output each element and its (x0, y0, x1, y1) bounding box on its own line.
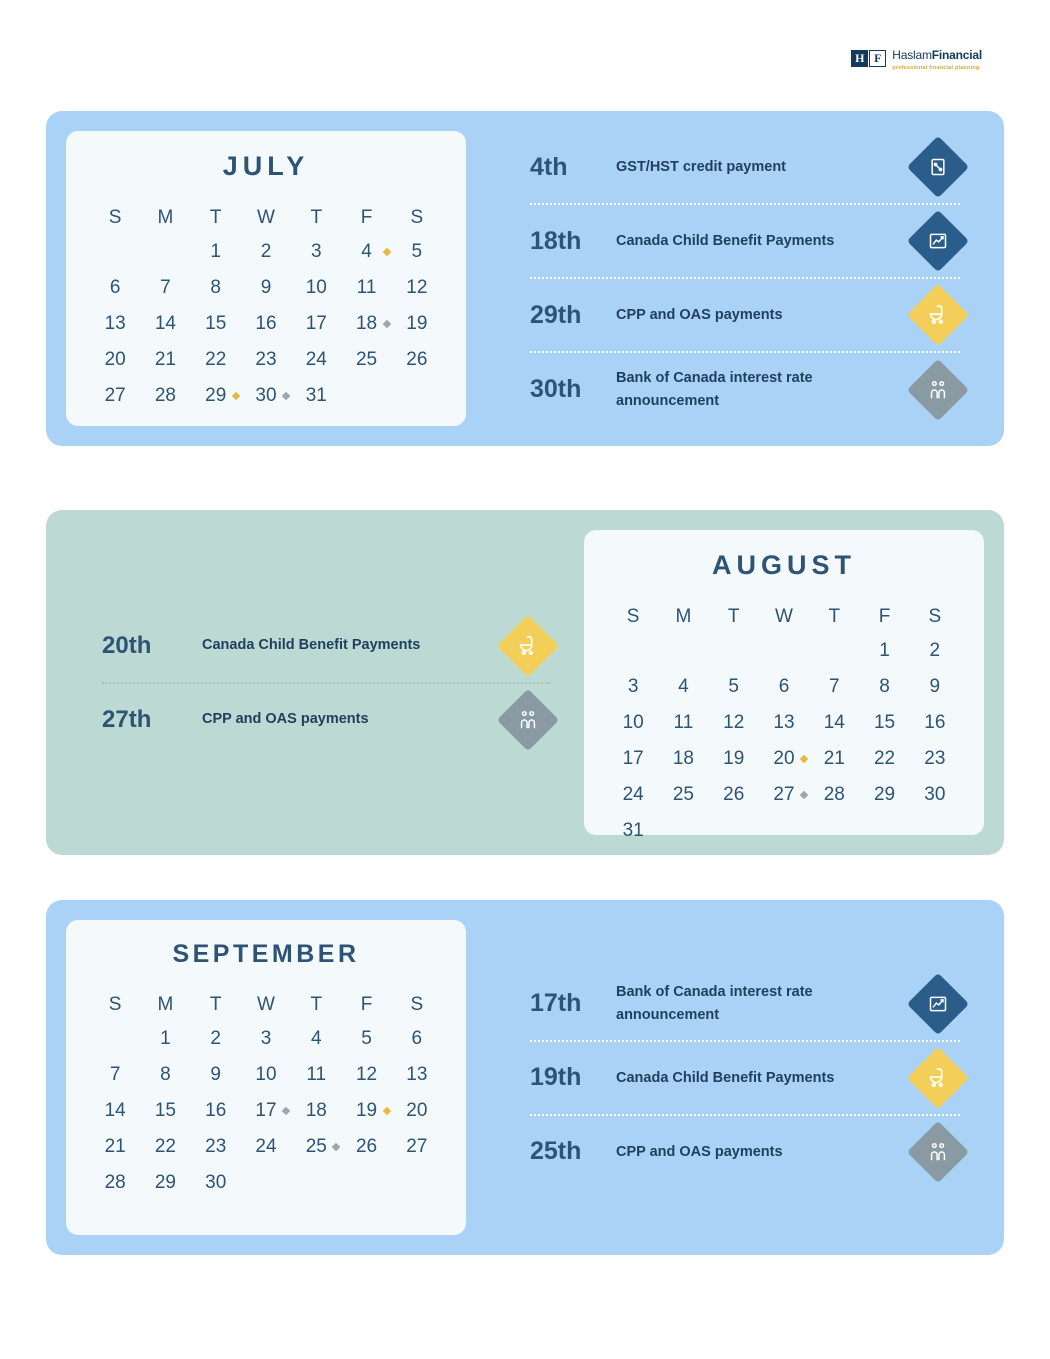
calendar-day-cell[interactable]: 20 (406, 1100, 428, 1121)
calendar-day-cell[interactable]: 25 (672, 784, 694, 805)
calendar-day-cell[interactable]: 10 (255, 1064, 277, 1085)
weekday-tue: T (727, 606, 740, 627)
calendar-day-cell[interactable]: 23 (255, 349, 277, 370)
event-marker-icon (382, 248, 390, 256)
event-day: 20th (102, 631, 152, 659)
weekday-sat: S (410, 994, 424, 1015)
calendar-empty-cell (658, 813, 708, 849)
calendar-card-september (66, 920, 466, 1235)
calendar-day-cell[interactable]: 2 (929, 640, 941, 661)
weekday-tue: T (209, 207, 222, 228)
calendar-day-cell[interactable]: 31 (622, 820, 644, 841)
weekday-sun: S (108, 994, 122, 1015)
calendar-day-cell[interactable]: 4 (341, 234, 391, 270)
event-label: GST/HST credit payment (616, 158, 787, 175)
event-label: Canada Child Benefit Payments (616, 1069, 835, 1086)
seniors-couple-icon (907, 358, 969, 420)
calendar-week-row (608, 741, 960, 777)
calendar-day-cell[interactable]: 24 (622, 784, 644, 805)
calendar-body-july (90, 234, 442, 414)
calendar-empty-cell (709, 813, 759, 849)
event-day: 30th (530, 375, 582, 403)
calendar-day-cell[interactable]: 11 (356, 277, 377, 298)
calendar-day-cell[interactable]: 7 (160, 277, 171, 298)
calendar-day-cell[interactable]: 22 (205, 349, 227, 370)
calendar-empty-cell (658, 633, 708, 669)
calendar-week-row (90, 1057, 442, 1093)
calendar-week-row (90, 342, 442, 378)
calendar-day-cell[interactable]: 31 (305, 385, 327, 406)
weekday-sun: S (626, 606, 640, 627)
weekday-wed: W (257, 207, 275, 228)
event-row[interactable] (102, 684, 550, 756)
weekday-sun: S (108, 207, 122, 228)
calendar-week-row (90, 1021, 442, 1057)
chart-growth-icon (907, 972, 969, 1034)
calendar-day-cell[interactable]: 7 (109, 1064, 121, 1085)
event-row[interactable] (530, 1116, 960, 1188)
calendar-body-august (608, 633, 960, 849)
calendar-day-cell[interactable]: 3 (627, 676, 639, 697)
calendar-empty-cell (90, 234, 140, 270)
month-panel-august (46, 510, 1004, 855)
calendar-day-cell[interactable]: 2 (260, 241, 272, 262)
weekday-tue: T (209, 994, 222, 1015)
weekday-fri: F (360, 207, 373, 228)
event-day: 25th (530, 1137, 582, 1166)
calendar-day-cell[interactable]: 24 (305, 349, 327, 370)
calendar-day-cell[interactable]: 10 (622, 712, 644, 733)
calendar-day-cell[interactable]: 18 (672, 748, 694, 769)
event-day: 27th (102, 705, 152, 733)
weekday-mon: M (157, 207, 174, 228)
event-row[interactable] (102, 610, 550, 684)
logo-letter-h: H (851, 50, 868, 67)
logo-letter-f: F (869, 50, 886, 67)
calendar-week-row (608, 633, 960, 669)
calendar-empty-cell (910, 813, 960, 849)
brand-logo (851, 46, 982, 72)
calendar-day-cell[interactable]: 1 (879, 640, 890, 661)
calendar-day-cell[interactable]: 9 (260, 277, 272, 298)
calendar-empty-cell (608, 633, 658, 669)
logo-company-name (892, 48, 982, 62)
calendar-day-cell[interactable]: 17 (241, 1093, 291, 1129)
calendar-day-cell[interactable]: 13 (406, 1064, 428, 1085)
event-label: CPP and OAS payments (202, 711, 369, 728)
calendar-day-cell[interactable]: 6 (778, 676, 790, 697)
calendar-empty-cell (709, 633, 759, 669)
event-row[interactable] (530, 131, 960, 205)
event-label: Canada Child Benefit Payments (202, 637, 421, 654)
weekday-mon: M (157, 994, 174, 1015)
calendar-empty-cell (759, 633, 809, 669)
event-row[interactable] (530, 205, 960, 279)
calendar-empty-cell (241, 1165, 291, 1201)
event-marker-icon (232, 392, 240, 400)
calendar-day-cell[interactable]: 11 (306, 1064, 327, 1085)
event-label: Bank of Canada interest rate announcement (616, 984, 813, 1023)
calendar-day-cell[interactable]: 8 (160, 1064, 171, 1085)
calendar-grid-july (90, 202, 442, 414)
event-marker-icon (800, 791, 808, 799)
calendar-empty-cell (809, 813, 859, 849)
calendar-day-cell[interactable]: 30 (205, 1172, 227, 1193)
calendar-day-cell[interactable]: 14 (823, 712, 845, 733)
calendar-day-cell[interactable]: 4 (310, 1028, 322, 1049)
weekday-header-row (90, 202, 442, 234)
event-row[interactable] (530, 279, 960, 353)
weekday-sat: S (410, 207, 424, 228)
calendar-day-cell[interactable]: 18 (305, 1100, 327, 1121)
calendar-empty-cell (90, 1021, 140, 1057)
calendar-day-cell[interactable]: 19 (406, 313, 428, 334)
event-marker-icon (282, 1107, 290, 1115)
calendar-day-cell[interactable]: 28 (154, 385, 176, 406)
seniors-couple-icon (907, 1121, 969, 1183)
calendar-day-cell[interactable]: 27 (406, 1136, 428, 1157)
event-marker-icon (332, 1143, 340, 1151)
tax-document-icon (907, 136, 969, 198)
calendar-day-cell[interactable]: 12 (355, 1064, 378, 1085)
calendar-day-cell[interactable]: 8 (210, 277, 221, 298)
calendar-day-cell[interactable]: 15 (873, 712, 896, 733)
calendar-day-cell[interactable]: 26 (355, 1136, 378, 1157)
calendar-empty-cell (392, 1165, 442, 1201)
calendar-day-cell[interactable]: 5 (411, 241, 423, 262)
events-list-august (46, 510, 584, 855)
calendar-card-july (66, 131, 466, 426)
events-list-july (486, 111, 1004, 446)
event-row[interactable] (530, 967, 960, 1042)
logo-name-second: Financial (931, 48, 982, 62)
weekday-header-row (90, 989, 442, 1021)
month-title-july: JULY (222, 151, 310, 181)
calendar-day-cell[interactable]: 1 (160, 1028, 171, 1049)
calendar-day-cell[interactable]: 18 (341, 306, 391, 342)
events-list-september (486, 900, 1004, 1255)
weekday-sat: S (928, 606, 942, 627)
event-label: CPP and OAS payments (616, 306, 783, 323)
weekday-fri: F (360, 994, 373, 1015)
calendar-day-cell[interactable]: 20 (759, 741, 809, 777)
weekday-fri: F (878, 606, 891, 627)
calendar-day-cell[interactable]: 15 (205, 313, 227, 334)
logo-mark-icon (851, 50, 886, 67)
calendar-day-cell[interactable]: 23 (924, 748, 946, 769)
calendar-empty-cell (291, 1165, 341, 1201)
calendar-day-cell[interactable]: 17 (305, 313, 327, 334)
calendar-day-cell[interactable]: 26 (723, 784, 745, 805)
weekday-thu: T (310, 207, 323, 228)
calendar-week-row (90, 1129, 442, 1165)
event-row[interactable] (530, 353, 960, 426)
calendar-week-row (90, 1165, 442, 1201)
logo-name-first: Haslam (892, 48, 932, 62)
event-day: 4th (530, 152, 568, 181)
event-marker-icon (282, 392, 290, 400)
calendar-week-row (608, 777, 960, 813)
calendar-day-cell[interactable]: 20 (104, 349, 126, 370)
calendar-day-cell[interactable]: 8 (879, 676, 890, 697)
calendar-day-cell[interactable]: 21 (154, 349, 176, 370)
calendar-day-cell[interactable]: 25 (291, 1129, 341, 1165)
calendar-day-cell[interactable]: 5 (728, 676, 739, 697)
stroller-icon (907, 1047, 969, 1109)
stroller-icon (497, 614, 559, 676)
calendar-day-cell[interactable]: 29 (154, 1172, 176, 1193)
calendar-day-cell[interactable]: 12 (723, 712, 745, 733)
calendar-day-cell[interactable]: 21 (104, 1136, 126, 1157)
calendar-day-cell[interactable]: 13 (773, 712, 795, 733)
calendar-day-cell[interactable]: 5 (361, 1028, 372, 1049)
calendar-day-cell[interactable]: 26 (406, 349, 428, 370)
calendar-week-row (90, 306, 442, 342)
calendar-body-september (90, 1021, 442, 1201)
calendar-week-row (608, 669, 960, 705)
calendar-empty-cell (341, 1165, 391, 1201)
calendar-day-cell[interactable]: 28 (823, 784, 845, 805)
calendar-day-cell[interactable]: 9 (210, 1064, 221, 1085)
event-day: 18th (530, 226, 582, 255)
weekday-mon: M (675, 606, 692, 627)
calendar-day-cell[interactable]: 16 (924, 712, 946, 733)
calendar-week-row (90, 270, 442, 306)
calendar-day-cell[interactable]: 3 (310, 241, 322, 262)
calendar-day-cell[interactable]: 17 (622, 748, 644, 769)
calendar-day-cell[interactable]: 30 (241, 378, 291, 414)
calendar-day-cell[interactable]: 14 (104, 1100, 126, 1121)
weekday-header-row (608, 601, 960, 633)
calendar-day-cell[interactable]: 21 (823, 748, 845, 769)
calendar-empty-cell (759, 813, 809, 849)
calendar-day-cell[interactable]: 16 (205, 1100, 227, 1121)
month-title-august: AUGUST (712, 550, 856, 580)
event-day: 29th (530, 300, 582, 329)
stroller-icon (907, 284, 969, 346)
month-title-september: SEPTEMBER (172, 940, 360, 968)
calendar-day-cell[interactable]: 22 (154, 1136, 176, 1157)
calendar-day-cell[interactable]: 9 (929, 676, 941, 697)
calendar-week-row (608, 705, 960, 741)
calendar-day-cell[interactable]: 23 (205, 1136, 227, 1157)
logo-wordmark (892, 46, 982, 72)
calendar-day-cell[interactable]: 10 (305, 277, 327, 298)
month-panel-july (46, 111, 1004, 446)
calendar-empty-cell (809, 633, 859, 669)
event-day: 19th (530, 1063, 582, 1092)
calendar-week-row (90, 234, 442, 270)
calendar-week-row (608, 813, 960, 849)
event-marker-icon (382, 1107, 390, 1115)
weekday-wed: W (775, 606, 793, 627)
seniors-couple-icon (497, 688, 559, 750)
calendar-day-cell[interactable]: 11 (673, 712, 694, 733)
calendar-day-cell[interactable]: 19 (723, 748, 745, 769)
calendar-day-cell[interactable]: 13 (104, 313, 126, 334)
calendar-day-cell[interactable]: 2 (210, 1028, 221, 1049)
calendar-day-cell[interactable]: 1 (210, 241, 221, 262)
event-label: Canada Child Benefit Payments (616, 232, 835, 249)
calendar-day-cell[interactable]: 3 (260, 1028, 272, 1049)
calendar-day-cell[interactable]: 29 (191, 378, 241, 414)
logo-tagline: professional financial planning (892, 65, 980, 71)
calendar-day-cell[interactable]: 19 (341, 1093, 391, 1129)
weekday-thu: T (828, 606, 841, 627)
calendar-day-cell[interactable]: 14 (154, 313, 176, 334)
calendar-day-cell[interactable]: 28 (104, 1172, 126, 1193)
calendar-day-cell[interactable]: 15 (154, 1100, 176, 1121)
calendar-card-august (584, 530, 984, 841)
calendar-day-cell[interactable]: 24 (255, 1136, 277, 1157)
calendar-empty-cell (392, 378, 442, 414)
calendar-day-cell[interactable]: 7 (828, 676, 840, 697)
calendar-empty-cell (341, 378, 391, 414)
event-row[interactable] (530, 1042, 960, 1116)
chart-growth-icon (907, 210, 969, 272)
weekday-wed: W (257, 994, 275, 1015)
calendar-day-cell[interactable]: 29 (873, 784, 896, 805)
calendar-empty-cell (140, 234, 190, 270)
calendar-week-row (90, 378, 442, 414)
calendar-day-cell[interactable]: 30 (924, 784, 946, 805)
event-label: Bank of Canada interest rate announcement (616, 370, 813, 409)
calendar-day-cell[interactable]: 12 (406, 277, 428, 298)
calendar-day-cell[interactable]: 4 (678, 676, 689, 697)
event-label: CPP and OAS payments (616, 1143, 783, 1160)
calendar-day-cell[interactable]: 6 (109, 277, 121, 298)
calendar-week-row (90, 1093, 442, 1129)
calendar-grid-august (608, 601, 960, 849)
calendar-grid-september (90, 989, 442, 1201)
event-day: 17th (530, 989, 582, 1017)
event-marker-icon (382, 320, 390, 328)
calendar-day-cell[interactable]: 27 (759, 777, 809, 813)
calendar-day-cell[interactable]: 22 (873, 748, 896, 769)
calendar-day-cell[interactable]: 27 (104, 385, 126, 406)
calendar-day-cell[interactable]: 6 (411, 1028, 423, 1049)
calendar-empty-cell (859, 813, 909, 849)
calendar-day-cell[interactable]: 25 (355, 349, 378, 370)
event-marker-icon (800, 755, 808, 763)
month-panel-september (46, 900, 1004, 1255)
weekday-thu: T (310, 994, 323, 1015)
calendar-day-cell[interactable]: 16 (255, 313, 277, 334)
